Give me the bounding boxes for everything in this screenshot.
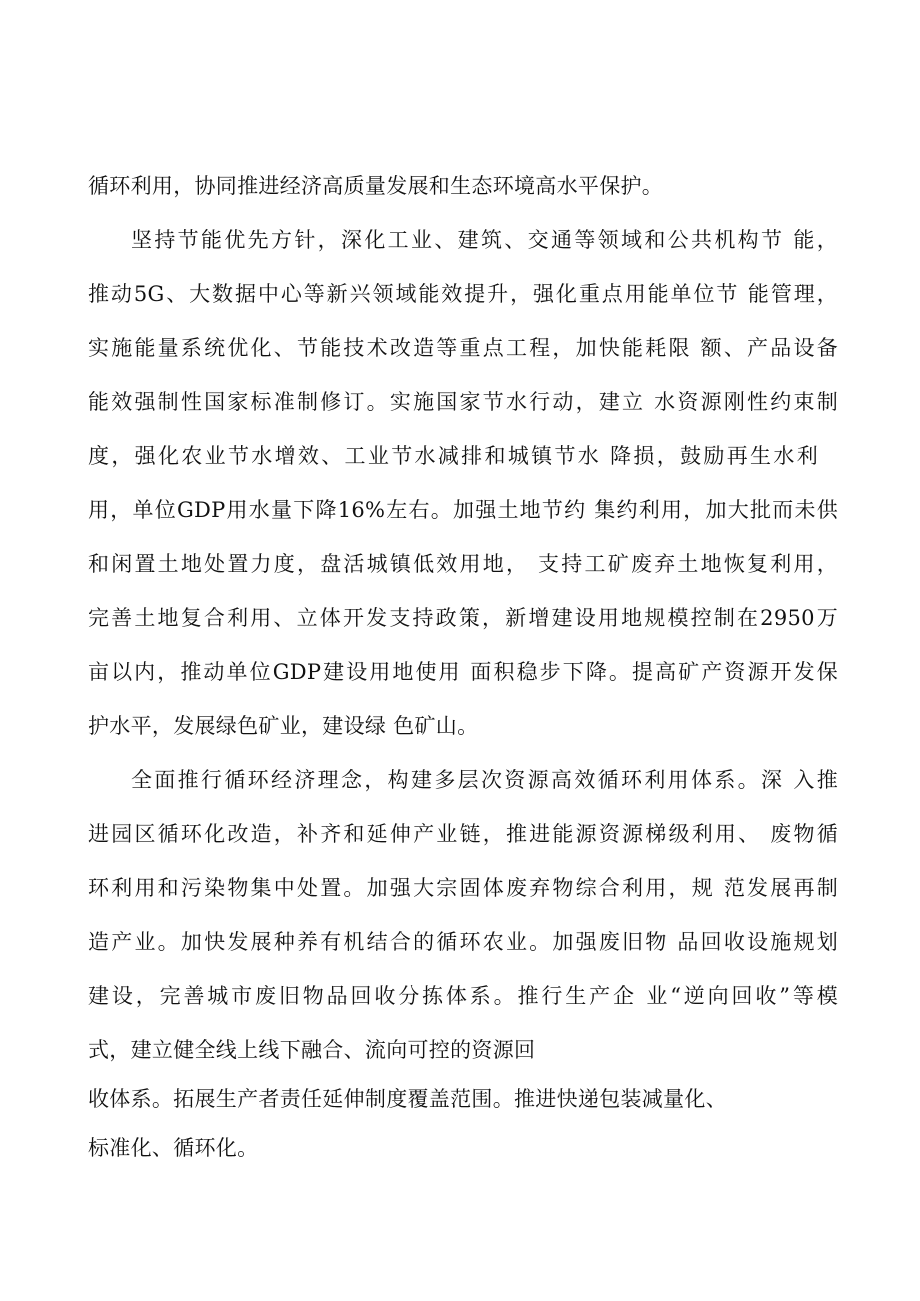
paragraph-3-line-7: 收体系。拓展生产者责任延伸制度覆盖范围。推进快递包装减量化、 [88,1087,727,1111]
paragraph-3-line-8: 标准化、循环化。 [88,1136,259,1160]
paragraph-2-line-2: 推动5G、大数据中心等新兴领域能效提升，强化重点用能单位节 能管理， [88,282,838,306]
paragraph-2-line-8: 完善土地复合利用、立体开发支持政策，新增建设用地规模控制在2950万 [88,606,838,630]
paragraph-1-line-1: 循环利用，协同推进经济高质量发展和生态环境高水平保护。 [88,174,664,198]
paragraph-3-line-4: 造产业。加快发展种养有机结合的循环农业。加强废旧物 品回收设施规划 [88,930,838,954]
paragraph-3-line-3: 环利用和污染物集中处置。加强大宗固体废弃物综合利用，规 范发展再制 [88,876,838,900]
paragraph-2-line-4: 能效强制性国家标准制修订。实施国家节水行动，建立 水资源刚性约束制 [88,390,838,414]
paragraph-2-line-5: 度，强化农业节水增效、工业节水减排和城镇节水 降损，鼓励再生水利 [88,444,818,468]
paragraph-2-line-10: 护水平，发展绿色矿业，建设绿 色矿山。 [88,714,479,738]
paragraph-2-line-9: 亩以内，推动单位GDP建设用地使用 面积稳步下降。提高矿产资源开发保 [88,660,838,684]
paragraph-2-line-6: 用，单位GDP用水量下降16%左右。加强土地节约 集约利用，加大批而未供 [88,498,838,522]
paragraph-3-line-2: 进园区循环化改造，补齐和延伸产业链，推进能源资源梯级利用、 废物循 [88,822,838,846]
paragraph-3-line-5: 建设，完善城市废旧物品回收分拣体系。推行生产企 业“逆向回收”等模 [88,984,838,1008]
paragraph-3-line-6: 式，建立健全线上线下融合、流向可控的资源回 [88,1038,536,1062]
paragraph-2-line-3: 实施能量系统优化、节能技术改造等重点工程，加快能耗限 额、产品设备 [88,336,838,360]
paragraph-2-line-1: 坚持节能优先方针，深化工业、建筑、交通等领域和公共机构节 能， [131,228,838,252]
paragraph-3-line-1: 全面推行循环经济理念，构建多层次资源高效循环利用体系。深 入推 [131,768,838,792]
paragraph-2-line-7: 和闲置土地处置力度，盘活城镇低效用地， 支持工矿废弃土地恢复利用， [88,552,838,576]
